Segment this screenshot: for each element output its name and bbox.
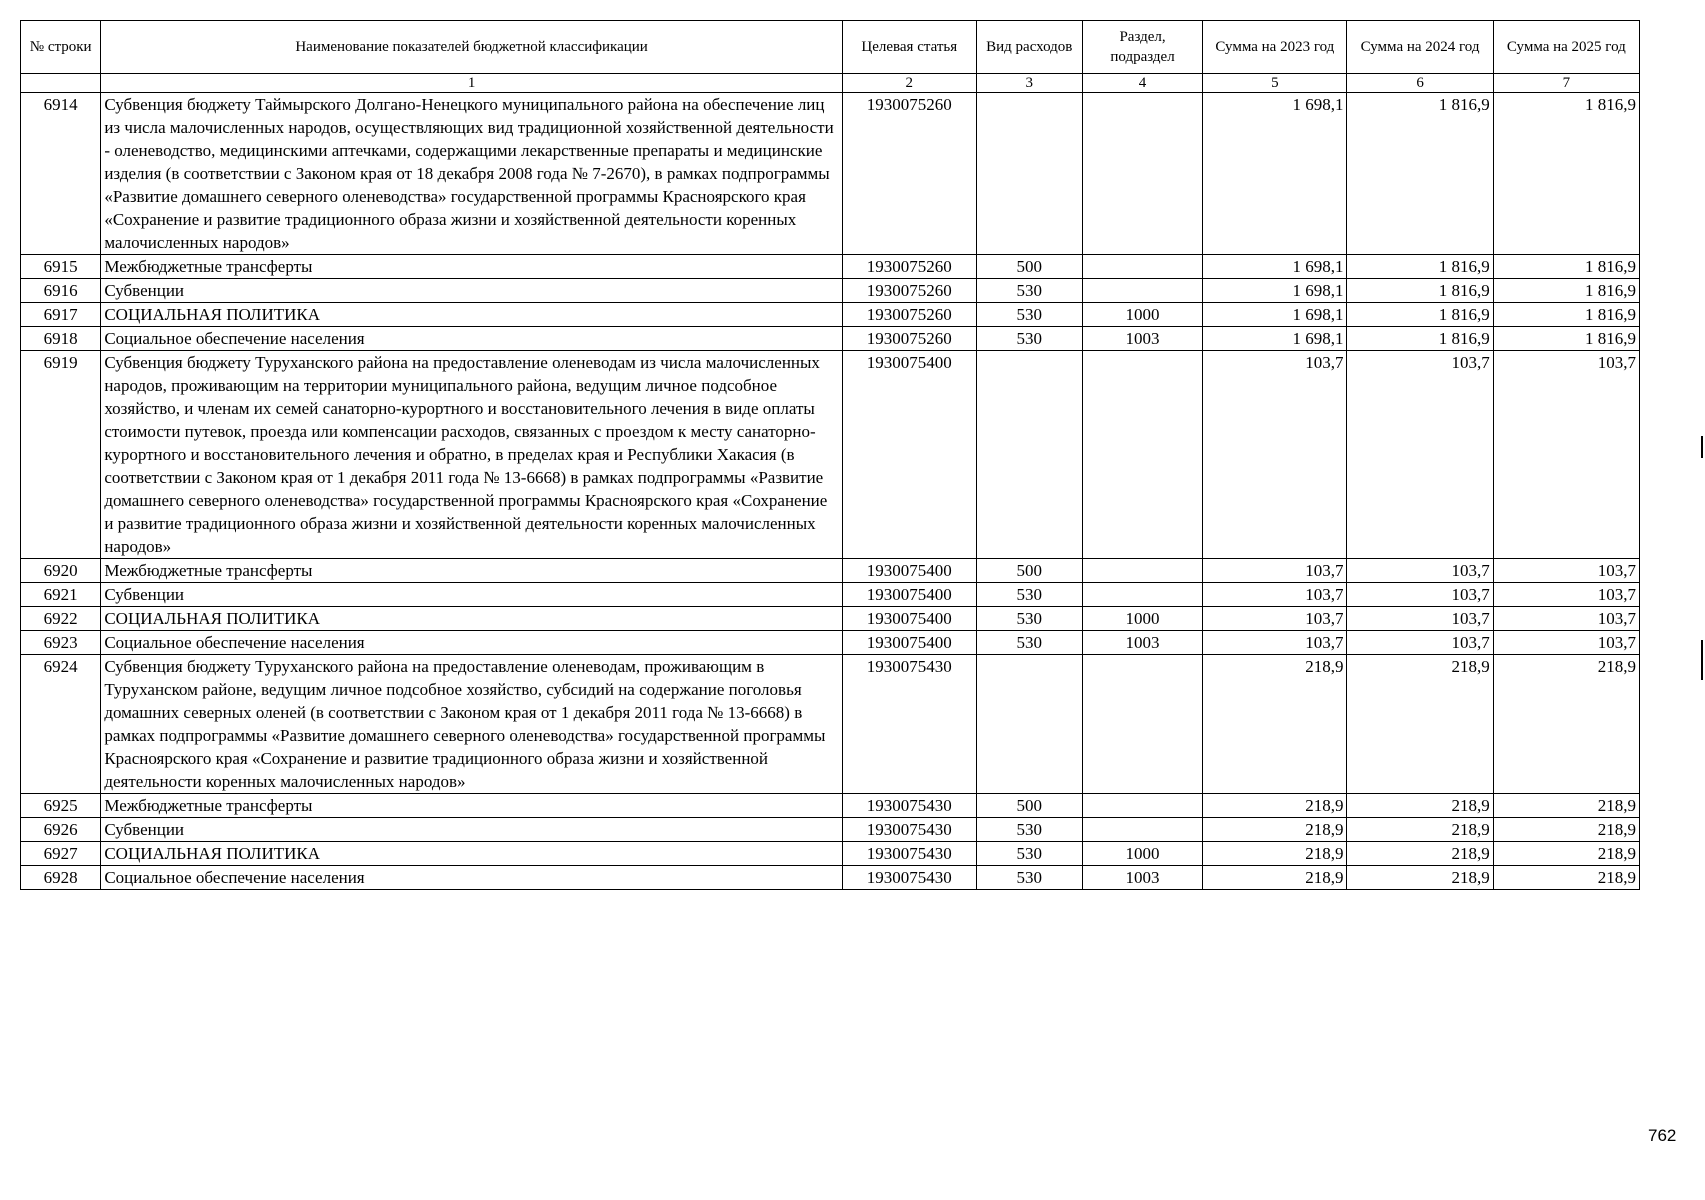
row-sum-2025: 103,7: [1493, 631, 1639, 655]
row-sum-2024: 218,9: [1347, 655, 1493, 794]
row-expense-type: 500: [976, 794, 1082, 818]
row-target-article: 1930075260: [842, 327, 976, 351]
column-number: 2: [842, 74, 976, 93]
row-name: СОЦИАЛЬНАЯ ПОЛИТИКА: [101, 303, 843, 327]
scan-edge-mark: [1701, 640, 1703, 680]
row-expense-type: 500: [976, 559, 1082, 583]
row-sum-2023: 103,7: [1203, 631, 1347, 655]
table-row: [21, 327, 1640, 351]
row-sum-2025: 1 816,9: [1493, 327, 1639, 351]
row-section: [1082, 279, 1202, 303]
row-expense-type: 530: [976, 279, 1082, 303]
row-expense-type: [976, 655, 1082, 794]
row-number: 6920: [21, 559, 101, 583]
row-number: 6928: [21, 866, 101, 890]
row-sum-2024: 1 816,9: [1347, 255, 1493, 279]
row-section: 1003: [1082, 327, 1202, 351]
row-number: 6914: [21, 93, 101, 255]
table-row: [21, 583, 1640, 607]
row-name: Социальное обеспечение населения: [101, 866, 843, 890]
column-number: 7: [1493, 74, 1639, 93]
header-row: [21, 21, 1640, 74]
row-name: СОЦИАЛЬНАЯ ПОЛИТИКА: [101, 607, 843, 631]
header-sum-2024: Сумма на 2024 год: [1347, 21, 1493, 74]
row-number: 6923: [21, 631, 101, 655]
row-sum-2025: 218,9: [1493, 866, 1639, 890]
row-section: 1000: [1082, 842, 1202, 866]
row-sum-2024: 1 816,9: [1347, 93, 1493, 255]
row-target-article: 1930075430: [842, 818, 976, 842]
row-sum-2024: 1 816,9: [1347, 279, 1493, 303]
row-section: 1000: [1082, 607, 1202, 631]
table-body: [21, 93, 1640, 890]
table-row: [21, 303, 1640, 327]
row-sum-2023: 1 698,1: [1203, 327, 1347, 351]
row-sum-2024: 103,7: [1347, 607, 1493, 631]
table-row: [21, 607, 1640, 631]
row-sum-2023: 1 698,1: [1203, 303, 1347, 327]
table-row: [21, 794, 1640, 818]
row-target-article: 1930075400: [842, 583, 976, 607]
column-number: 6: [1347, 74, 1493, 93]
row-sum-2024: 218,9: [1347, 842, 1493, 866]
row-sum-2025: 218,9: [1493, 842, 1639, 866]
row-sum-2025: 1 816,9: [1493, 279, 1639, 303]
column-number: 3: [976, 74, 1082, 93]
column-number: 5: [1203, 74, 1347, 93]
row-sum-2023: 218,9: [1203, 866, 1347, 890]
row-target-article: 1930075400: [842, 607, 976, 631]
row-sum-2023: 103,7: [1203, 559, 1347, 583]
table-row: [21, 842, 1640, 866]
row-target-article: 1930075430: [842, 866, 976, 890]
column-number: [21, 74, 101, 93]
row-sum-2025: 218,9: [1493, 794, 1639, 818]
row-sum-2025: 218,9: [1493, 655, 1639, 794]
page-number: 762: [1648, 1126, 1677, 1145]
table-row: [21, 255, 1640, 279]
row-number: 6919: [21, 351, 101, 559]
row-expense-type: 530: [976, 842, 1082, 866]
table-row: [21, 279, 1640, 303]
row-name: Субвенции: [101, 279, 843, 303]
row-section: [1082, 255, 1202, 279]
row-sum-2025: 103,7: [1493, 559, 1639, 583]
row-sum-2023: 218,9: [1203, 842, 1347, 866]
row-sum-2023: 103,7: [1203, 607, 1347, 631]
table-row: [21, 559, 1640, 583]
row-target-article: 1930075430: [842, 655, 976, 794]
header-section: Раздел, подраздел: [1082, 21, 1202, 74]
row-target-article: 1930075400: [842, 351, 976, 559]
row-sum-2025: 1 816,9: [1493, 303, 1639, 327]
row-number: 6927: [21, 842, 101, 866]
row-name: Субвенции: [101, 583, 843, 607]
row-expense-type: 530: [976, 607, 1082, 631]
budget-table-sheet: [20, 20, 1640, 890]
row-expense-type: 530: [976, 303, 1082, 327]
row-sum-2025: 1 816,9: [1493, 93, 1639, 255]
row-sum-2024: 218,9: [1347, 866, 1493, 890]
row-expense-type: [976, 351, 1082, 559]
row-target-article: 1930075260: [842, 303, 976, 327]
row-name: Социальное обеспечение населения: [101, 631, 843, 655]
row-target-article: 1930075260: [842, 93, 976, 255]
row-number: 6921: [21, 583, 101, 607]
row-section: [1082, 818, 1202, 842]
row-name: Межбюджетные трансферты: [101, 794, 843, 818]
row-sum-2025: 103,7: [1493, 583, 1639, 607]
row-section: 1000: [1082, 303, 1202, 327]
table-row: [21, 351, 1640, 559]
row-name: Социальное обеспечение населения: [101, 327, 843, 351]
row-expense-type: 530: [976, 631, 1082, 655]
header-sum-2025: Сумма на 2025 год: [1493, 21, 1639, 74]
row-target-article: 1930075260: [842, 279, 976, 303]
column-number-row: [21, 74, 1640, 93]
row-number: 6918: [21, 327, 101, 351]
row-sum-2023: 103,7: [1203, 351, 1347, 559]
row-name: Субвенции: [101, 818, 843, 842]
header-sum-2023: Сумма на 2023 год: [1203, 21, 1347, 74]
row-sum-2023: 1 698,1: [1203, 279, 1347, 303]
row-sum-2023: 103,7: [1203, 583, 1347, 607]
row-expense-type: 530: [976, 866, 1082, 890]
row-target-article: 1930075430: [842, 794, 976, 818]
row-sum-2025: 103,7: [1493, 351, 1639, 559]
row-section: [1082, 351, 1202, 559]
table-row: [21, 655, 1640, 794]
header-row-number: № строки: [21, 21, 101, 74]
row-name: СОЦИАЛЬНАЯ ПОЛИТИКА: [101, 842, 843, 866]
row-sum-2023: 218,9: [1203, 794, 1347, 818]
table-row: [21, 93, 1640, 255]
row-sum-2024: 1 816,9: [1347, 303, 1493, 327]
row-target-article: 1930075430: [842, 842, 976, 866]
row-number: 6915: [21, 255, 101, 279]
row-target-article: 1930075260: [842, 255, 976, 279]
row-sum-2025: 1 816,9: [1493, 255, 1639, 279]
row-expense-type: 530: [976, 818, 1082, 842]
row-section: [1082, 655, 1202, 794]
row-sum-2023: 1 698,1: [1203, 255, 1347, 279]
row-name: Субвенция бюджету Туруханского района на предоставление оленеводам, проживающим в Туруханском районе, ведущим личное подсобное хозяйство, субсидий на содержание поголовья домашних северных оленей (в соответствии с Законом края от 1 декабря 2011 года № 13-6668) в рамках подпрограммы «Развитие домашнего северного оленеводства» государственной программы Красноярского края «Сохранение и развитие традиционного образа жизни и хозяйственной деятельности коренных малочисленных народов»: [101, 655, 843, 794]
row-number: 6922: [21, 607, 101, 631]
column-number: 1: [101, 74, 843, 93]
row-expense-type: 500: [976, 255, 1082, 279]
row-sum-2023: 218,9: [1203, 818, 1347, 842]
budget-table: [20, 20, 1640, 890]
row-target-article: 1930075400: [842, 559, 976, 583]
row-name: Межбюджетные трансферты: [101, 255, 843, 279]
row-sum-2024: 103,7: [1347, 351, 1493, 559]
row-section: [1082, 794, 1202, 818]
row-number: 6924: [21, 655, 101, 794]
header-target-article: Целевая статья: [842, 21, 976, 74]
table-row: [21, 866, 1640, 890]
row-section: [1082, 559, 1202, 583]
row-sum-2023: 1 698,1: [1203, 93, 1347, 255]
row-sum-2025: 103,7: [1493, 607, 1639, 631]
column-number: 4: [1082, 74, 1202, 93]
row-section: 1003: [1082, 866, 1202, 890]
row-section: [1082, 583, 1202, 607]
scan-edge-mark: [1701, 436, 1703, 458]
row-sum-2023: 218,9: [1203, 655, 1347, 794]
table-row: [21, 631, 1640, 655]
row-number: 6925: [21, 794, 101, 818]
row-expense-type: 530: [976, 327, 1082, 351]
row-section: 1003: [1082, 631, 1202, 655]
header-expense-type: Вид расходов: [976, 21, 1082, 74]
row-sum-2024: 103,7: [1347, 559, 1493, 583]
table-row: [21, 818, 1640, 842]
row-name: Субвенция бюджету Туруханского района на предоставление оленеводам из числа малочисленных народов, проживающим на территории муниципального района, ведущим личное подсобное хозяйство, и членам их семей санаторно-курортного и восстановительного лечения в виде оплаты стоимости путевок, проезда или компенсации расходов, связанных с проездом к месту санаторно-курортного и восстановительного лечения и обратно, в пределах края и Республики Хакасия (в соответствии с Законом края от 1 декабря 2011 года № 13-6668) в рамках подпрограммы «Развитие домашнего северного оленеводства» государственной программы Красноярского края «Сохранение и развитие традиционного образа жизни и хозяйственной деятельности коренных малочисленных народов»: [101, 351, 843, 559]
row-sum-2024: 1 816,9: [1347, 327, 1493, 351]
row-sum-2025: 218,9: [1493, 818, 1639, 842]
row-name: Межбюджетные трансферты: [101, 559, 843, 583]
row-name: Субвенция бюджету Таймырского Долгано-Ненецкого муниципального района на обеспечение лиц из числа малочисленных народов, осуществляющих вид традиционной хозяйственной деятельности - оленеводство, медицинскими аптечками, содержащими лекарственные препараты и медицинские изделия (в соответствии с Законом края от 18 декабря 2008 года № 7-2670), в рамках подпрограммы «Развитие домашнего северного оленеводства» государственной программы Красноярского края «Сохранение и развитие традиционного образа жизни и хозяйственной деятельности коренных малочисленных народов»: [101, 93, 843, 255]
header-name: Наименование показателей бюджетной классификации: [101, 21, 843, 74]
row-number: 6917: [21, 303, 101, 327]
row-section: [1082, 93, 1202, 255]
row-number: 6926: [21, 818, 101, 842]
row-expense-type: [976, 93, 1082, 255]
row-target-article: 1930075400: [842, 631, 976, 655]
row-expense-type: 530: [976, 583, 1082, 607]
row-sum-2024: 218,9: [1347, 818, 1493, 842]
row-sum-2024: 103,7: [1347, 583, 1493, 607]
row-number: 6916: [21, 279, 101, 303]
row-sum-2024: 218,9: [1347, 794, 1493, 818]
row-sum-2024: 103,7: [1347, 631, 1493, 655]
